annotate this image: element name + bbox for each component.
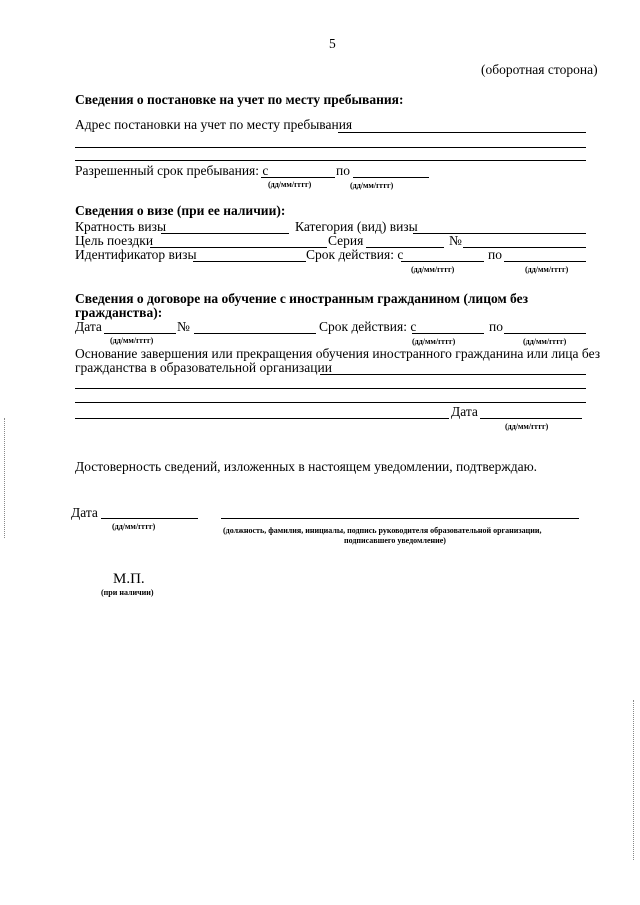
visa-validity-to-field[interactable] [504,261,586,262]
stay-period-from-field[interactable] [261,177,335,178]
contract-validity-to-label: по [489,319,503,334]
address-field[interactable] [338,132,586,133]
visa-id-field[interactable] [193,261,306,262]
visa-number-field[interactable] [463,247,586,248]
contract-validity-from-field[interactable] [412,333,484,334]
stamp-hint: (при наличии) [101,588,154,597]
termination-basis-field-line-3[interactable] [75,402,586,403]
contract-date-hint: (дд/мм/гггг) [110,336,154,345]
termination-basis-line-2: гражданства в образовательной организации [75,360,332,375]
termination-basis-field-line-2[interactable] [75,388,586,389]
contract-date-hint-from: (дд/мм/гггг) [412,337,456,346]
contract-date-label: Дата [75,319,102,334]
contract-number-label: № [177,319,190,334]
visa-series-label: Серия [328,233,364,248]
visa-validity-to-label: по [488,247,502,262]
stay-date-hint-from: (дд/мм/гггг) [268,180,312,189]
scan-margin-mark [4,418,5,538]
visa-multiplicity-field[interactable] [161,233,289,234]
termination-date-label: Дата [451,404,478,419]
reverse-side-note: (оборотная сторона) [481,62,598,77]
address-label: Адрес постановки на учет по месту пребывания [75,117,353,132]
visa-id-label: Идентификатор визы [75,247,197,262]
stay-period-label: Разрешенный срок пребывания: с [75,163,269,178]
termination-date-hint: (дд/мм/гггг) [505,422,549,431]
address-field-line-2[interactable] [75,147,586,148]
contract-date-field[interactable] [104,333,176,334]
trip-purpose-label: Цель поездки [75,233,154,248]
signer-hint-line-1: (должность, фамилия, инициалы, подпись руководителя образовательной организации, [223,526,542,535]
address-field-line-3[interactable] [75,160,586,161]
visa-number-label: № [449,233,462,248]
contract-heading-line-1: Сведения о договоре на обучение с иностранным гражданином (лицом без [75,291,529,306]
visa-date-hint-from: (дд/мм/гггг) [411,265,455,274]
visa-validity-label: Срок действия: с [306,247,404,262]
signature-date-label: Дата [71,505,98,520]
contract-date-hint-to: (дд/мм/гггг) [523,337,567,346]
stay-period-to-label: по [336,163,350,178]
page-number: 5 [329,36,336,51]
contract-validity-label: Срок действия: с [319,319,417,334]
signature-date-hint: (дд/мм/гггг) [112,522,156,531]
signature-date-field[interactable] [101,518,198,519]
contract-number-field[interactable] [194,333,316,334]
stay-heading: Сведения о постановке на учет по месту пребывания: [75,92,404,107]
visa-category-label: Категория (вид) визы [295,219,418,234]
contract-validity-to-field[interactable] [504,333,586,334]
stay-date-hint-to: (дд/мм/гггг) [350,181,394,190]
visa-date-hint-to: (дд/мм/гггг) [525,265,569,274]
confirmation-statement: Достоверность сведений, изложенных в настоящем уведомлении, подтверждаю. [75,459,538,474]
termination-date-field[interactable] [480,418,582,419]
stamp-label: М.П. [113,571,145,587]
termination-basis-field[interactable] [320,374,586,375]
visa-heading: Сведения о визе (при ее наличии): [75,203,286,218]
contract-heading-line-2: гражданства): [75,305,163,320]
stay-period-to-field[interactable] [353,177,429,178]
signer-field[interactable] [221,518,579,519]
signer-hint-line-2: подписавшего уведомление) [344,536,446,545]
visa-multiplicity-label: Кратность визы [75,219,167,234]
visa-category-field[interactable] [413,233,586,234]
termination-basis-line-1: Основание завершения или прекращения обучения иностранного гражданина или лица без [75,346,601,361]
scan-margin-mark-right [633,700,634,860]
visa-validity-from-field[interactable] [401,261,484,262]
termination-basis-field-line-4[interactable] [75,418,449,419]
